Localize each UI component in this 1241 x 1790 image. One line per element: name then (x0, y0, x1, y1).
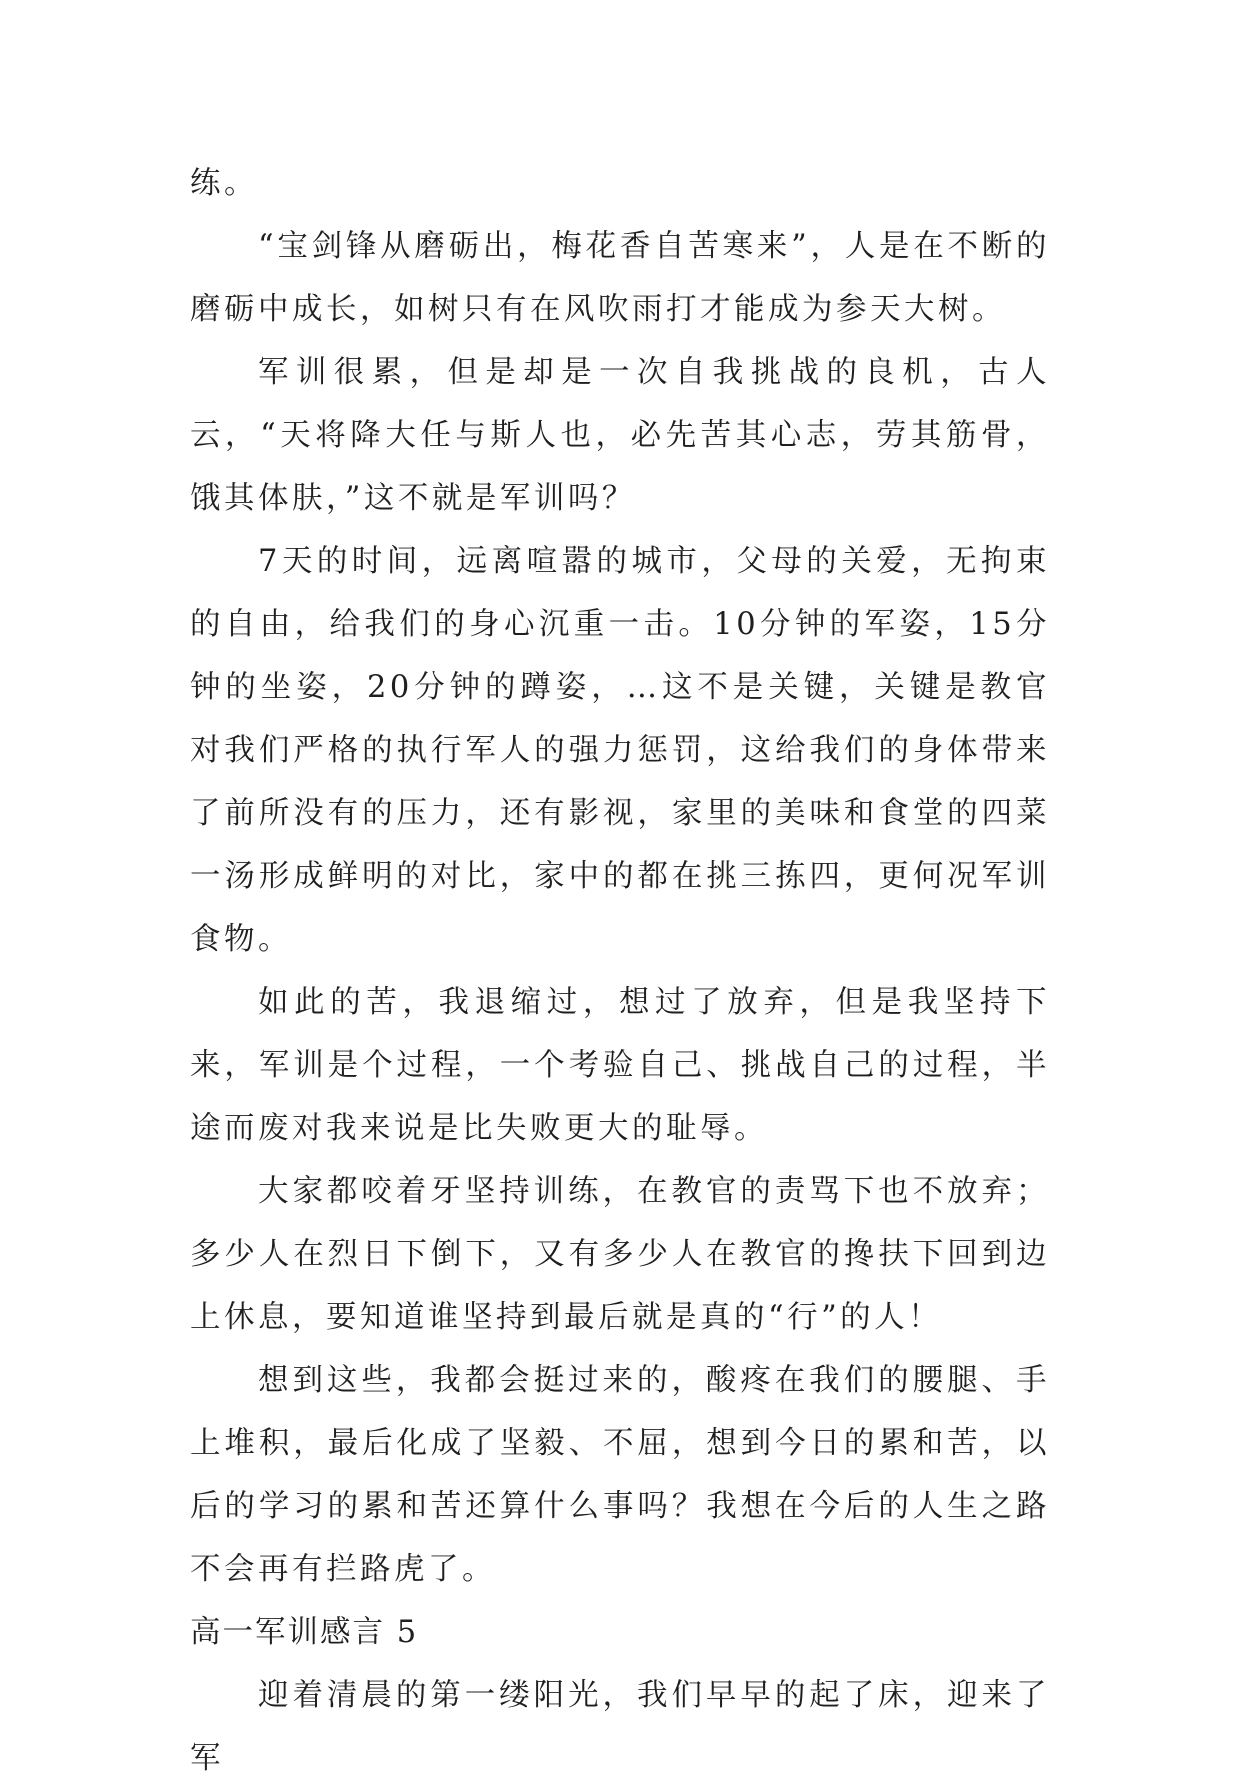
paragraph-morning: 迎着清晨的第一缕阳光，我们早早的起了床，迎来了军 (190, 1678, 1050, 1776)
paragraph-seven-days: 7天的时间，远离喧嚣的城市，父母的关爱，无拘束的自由，给我们的身心沉重一击。10分钟的军姿，15分钟的坐姿，20分钟的蹲姿，…这不是关键，关键是教官对我们严格的执行军人的强力惩罚，这给我们的身体带来了前所没有的压力，还有影视，家里的美味和食堂的四菜一汤形成鲜明的对比，家中的都在挑三拣四，更何况军训食物。 (190, 544, 1050, 957)
paragraph-fragment: 练。 (190, 166, 258, 201)
document-body (190, 152, 1050, 1790)
paragraph-challenge: 军训很累，但是却是一次自我挑战的良机，古人云，“天将降大任与斯人也，必先苦其心志，劳其筋骨，饿其体肤，”这不就是军训吗？ (190, 355, 1050, 516)
paragraph-hardship: 如此的苦，我退缩过，想过了放弃，但是我坚持下来，军训是个过程，一个考验自己、挑战自己的过程，半途而废对我来说是比失败更大的耻辱。 (190, 985, 1050, 1146)
paragraph-persistence: 大家都咬着牙坚持训练，在教官的责骂下也不放弃；多少人在烈日下倒下，又有多少人在教官的搀扶下回到边上休息，要知道谁坚持到最后就是真的“行”的人！ (190, 1174, 1050, 1335)
section-heading: 高一军训感言 5 (190, 1615, 419, 1650)
paragraph-reflection: 想到这些，我都会挺过来的，酸疼在我们的腰腿、手上堆积，最后化成了坚毅、不屈，想到今日的累和苦，以后的学习的累和苦还算什么事吗？我想在今后的人生之路不会再有拦路虎了。 (190, 1363, 1050, 1587)
paragraph-sword-quote: “宝剑锋从磨砺出，梅花香自苦寒来”，人是在不断的磨砺中成长，如树只有在风吹雨打才能成为参天大树。 (190, 229, 1050, 327)
